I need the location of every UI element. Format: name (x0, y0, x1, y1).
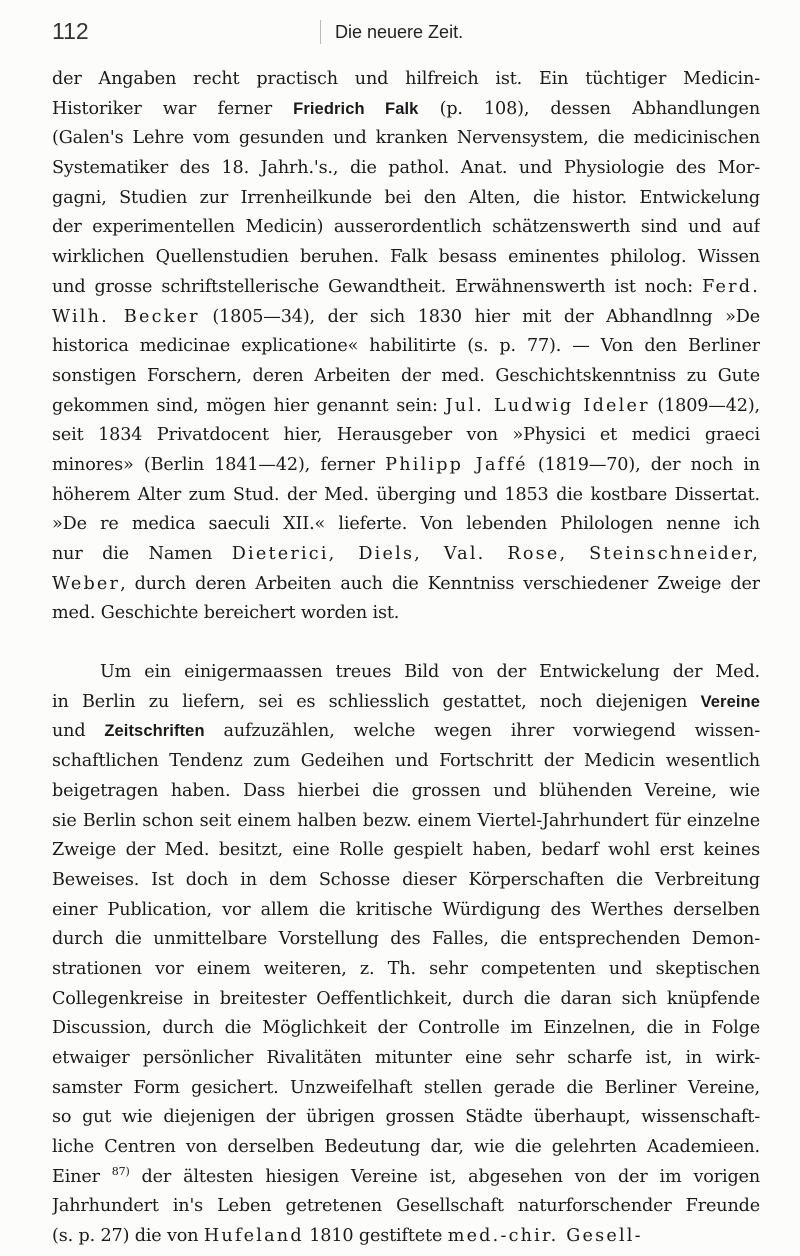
text-run: wirklichen Quellenstudien beruhen. Falk besass eminentes philolog. Wissen (52, 247, 760, 268)
text-run: beigetragen haben. Dass hierbei die grossen und blühenden Vereine, wie (52, 780, 760, 801)
text-run: gagni, Studien zur Irrenheilkunde bei den Alten, die histor. Entwickelung (52, 187, 760, 208)
text-run: etwaiger persönlicher Rivalitäten mitunter eine sehr scharfe ist, in wirk- (52, 1048, 760, 1068)
text-run: sie Berlin schon seit einem halben bezw. einem Viertel-Jahrhundert für einzelne (52, 810, 760, 831)
text-line (52, 184, 760, 214)
text-run: Um ein einigermaassen treues Bild von der Entwickelung der Med. (100, 662, 760, 683)
text-run: , durch deren Arbeiten auch die Kenntniss verschiedener Zweige der (120, 573, 760, 594)
spaced-name: Ferd. (702, 276, 760, 297)
body-text (52, 65, 760, 1252)
text-line (52, 65, 760, 95)
text-line (52, 688, 760, 718)
text-run: Discussion, durch die Möglichkeit der Controlle im Einzelnen, die in Folge (52, 1018, 760, 1039)
text-run: in Berlin zu liefern, sei es schliesslich gestattet, noch diejenigen (52, 691, 701, 712)
text-line (52, 95, 760, 125)
running-head (52, 18, 760, 58)
spaced-name: Hufeland (203, 1226, 304, 1247)
text-run: so gut wie diejenigen der übrigen grossen Städte überhaupt, wissenschaft- (52, 1107, 760, 1128)
text-run: gekommen sind, mögen hier genannt sein: (52, 395, 446, 416)
text-run: Systematiker des 18. Jahrh.'s., die pathol. Anat. und Physiologie des Mor- (52, 158, 760, 179)
text-line (52, 1192, 760, 1222)
text-line (52, 1222, 760, 1252)
text-line (52, 866, 760, 896)
text-line (52, 1103, 760, 1133)
text-line (52, 332, 760, 362)
text-line (52, 303, 760, 333)
text-line (52, 510, 760, 540)
spaced-name: med.-chir. Gesell- (447, 1226, 643, 1247)
spaced-name: Jul. Ludwig Ideler (445, 395, 650, 416)
text-line (52, 1163, 760, 1193)
text-line (52, 955, 760, 985)
text-run: nur die Namen (52, 544, 232, 564)
spaced-name: Wilh. Becker (52, 306, 200, 327)
running-title: Die neuere Zeit. (335, 22, 464, 42)
text-run: Jahrhundert in's Leben getretenen Gesellschaft naturforschender Freunde (52, 1196, 760, 1217)
text-run: (p. 108), dessen Abhandlungen (418, 98, 760, 119)
spaced-name: Weber (52, 573, 121, 594)
text-line (52, 836, 760, 866)
text-run: liche Centren von derselben Bedeutung dar, wie die gelehrten Academieen. (52, 1137, 760, 1158)
text-run: Collegenkreise in breitester Oeffentlichkeit, durch die daran sich knüpfende (52, 988, 760, 1009)
text-line (52, 717, 760, 747)
text-run: und (52, 721, 105, 742)
text-run: und grosse schriftstellerische Gewandtheit. Erwähnenswerth ist noch: (52, 276, 703, 297)
text-line (52, 154, 760, 184)
text-line (52, 362, 760, 392)
text-run: samster Form gesichert. Unzweifelhaft stellen gerade die Berliner Vereine, (52, 1077, 760, 1098)
text-line (52, 540, 760, 570)
text-line (52, 925, 760, 955)
text-run: Historiker war ferner (52, 98, 294, 119)
text-line (52, 273, 760, 303)
text-line (52, 1014, 760, 1044)
text-line (52, 213, 760, 243)
paragraph-gap (52, 629, 760, 658)
text-line (52, 421, 760, 451)
spaced-name: Philipp Jaffé (385, 454, 528, 475)
text-run: einer Publication, vor allem die kritische Würdigung des Werthes derselben (52, 899, 760, 920)
text-run: med. Geschichte bereichert worden ist. (52, 603, 400, 624)
text-line (52, 451, 760, 481)
text-run: der Angaben recht practisch und hilfreich ist. Ein tüchtiger Medicin- (52, 69, 760, 89)
text-run: historica medicinae explicatione« habilitirte (s. p. 77). — Von den Berliner (52, 336, 760, 357)
text-line (52, 1074, 760, 1104)
text-run: minores» (Berlin 1841—42), ferner (52, 454, 386, 475)
header-divider (320, 20, 321, 44)
text-run: seit 1834 Privatdocent hier, Herausgeber von »Physici et medici graeci (52, 425, 760, 446)
text-run: 1810 gestiftete (303, 1226, 448, 1247)
spaced-name: Dieterici, Diels, Val. Rose, Steinschneider, (231, 544, 760, 564)
text-line (52, 481, 760, 511)
text-run: der experimentellen Medicin) ausserordentlich schätzenswerth sind und auf (52, 217, 760, 238)
text-line (52, 896, 760, 926)
footnote-ref: 87) (111, 1164, 130, 1178)
text-run: durch die unmittelbare Vorstellung des Falles, die entsprechenden Demon- (52, 929, 760, 950)
text-run: Zweige der Med. besitzt, eine Rolle gespielt haben, bedarf wohl erst keines (52, 840, 760, 861)
text-run: aufzuzählen, welche wegen ihrer vorwiegend wissen- (204, 721, 760, 742)
text-run: sonstigen Forschern, deren Arbeiten der med. Geschichtskenntniss zu Gute (52, 365, 760, 386)
text-run: (Galen's Lehre vom gesunden und kranken Nervensystem, die medicinischen (52, 128, 760, 149)
bold-term: Friedrich Falk (293, 99, 419, 118)
page-number: 112 (52, 18, 89, 44)
text-line (52, 985, 760, 1015)
paragraph-falk (52, 65, 760, 629)
text-line (52, 777, 760, 807)
text-line (52, 658, 760, 688)
text-run: (s. p. 27) die von (52, 1226, 204, 1247)
text-line (52, 807, 760, 837)
bold-term: Zeitschriften (104, 722, 205, 741)
text-run: strationen vor einem weiteren, z. Th. sehr competenten und skeptischen (52, 958, 760, 979)
text-line (52, 1133, 760, 1163)
text-line (52, 599, 760, 629)
bold-term: Vereine (700, 692, 760, 711)
paragraph-vereine (52, 658, 760, 1252)
text-run: höherem Alter zum Stud. der Med. überging und 1853 die kostbare Dissertat. (52, 484, 760, 505)
text-line (52, 570, 760, 600)
text-run: schaftlichen Tendenz zum Gedeihen und Fortschritt der Medicin wesentlich (52, 751, 760, 772)
text-line (52, 243, 760, 273)
text-run: Beweises. Ist doch in dem Schosse dieser Körperschaften die Verbreitung (52, 869, 760, 890)
text-line (52, 392, 760, 422)
text-line (52, 1044, 760, 1074)
text-run: der ältesten hiesigen Vereine ist, abgesehen von der im vorigen (129, 1166, 760, 1187)
text-run: (1819—70), der noch in (527, 454, 760, 475)
text-run: »De re medica saeculi XII.« lieferte. Von lebenden Philologen nenne ich (52, 514, 760, 535)
text-run: (1809—42), (649, 395, 760, 416)
text-line (52, 124, 760, 154)
text-line (52, 747, 760, 777)
text-run: (1805—34), der sich 1830 hier mit der Abhandlnng »De (199, 306, 760, 327)
text-run: Einer (52, 1166, 112, 1187)
